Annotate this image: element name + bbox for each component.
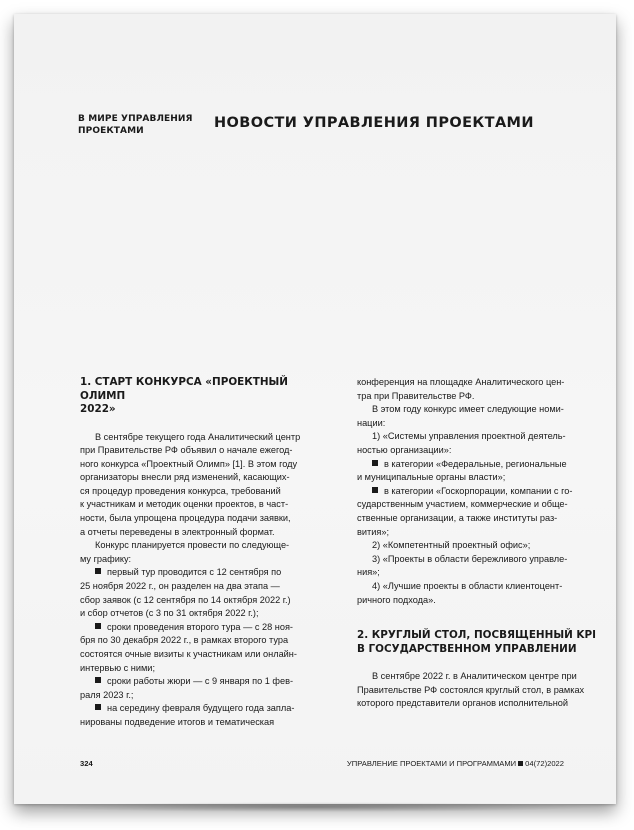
bullet-line [80, 566, 328, 580]
line-text: Конкурс планируется провести по следующе- [95, 540, 290, 551]
text-line [357, 444, 605, 458]
line-text: 2) «Компетентный проектный офис»; [372, 540, 531, 551]
line-text: ричного подхода». [357, 594, 436, 605]
line-text: первый тур проводится с 12 сентября по [107, 567, 282, 578]
line-text: в категории «Госкорпорации, компании с го- [384, 485, 573, 496]
article-text [80, 431, 328, 730]
line-text: интервью с ними; [80, 662, 155, 673]
text-line [357, 403, 605, 417]
text-line [80, 607, 328, 621]
square-bullet-icon [95, 623, 101, 629]
line-text: сроки работы жюри — с 9 января по 1 фев- [107, 676, 294, 687]
line-text: в категории «Федеральные, региональные [384, 458, 567, 469]
line-text: к участникам и методик оценки проектов, в част- [80, 499, 289, 510]
heading-line: 2022» [80, 403, 116, 415]
text-line [80, 526, 328, 540]
text-line [80, 444, 328, 458]
line-text: организаторы внесли ряд изменений, касающих- [80, 472, 290, 483]
line-text: 3) «Проекты в области бережливого управле- [372, 553, 568, 564]
text-line [80, 458, 328, 472]
line-text: и сбор отчетов (с 3 по 31 октября 2022 г.); [80, 608, 259, 619]
journal-page [14, 14, 616, 804]
line-text: В этом году конкурс имеет следующие номи- [372, 404, 564, 415]
text-line [80, 485, 328, 499]
line-text: му графику: [80, 553, 132, 564]
line-text: конференция на площадке Аналитического цен- [357, 377, 565, 387]
square-bullet-icon [95, 704, 101, 710]
text-line [357, 594, 605, 608]
bullet-line [80, 675, 328, 689]
line-text: а отчеты переведены в электронный формат. [80, 526, 275, 537]
line-text: В сентябре 2022 г. в Аналитическом центре при [372, 671, 577, 682]
text-line [80, 512, 328, 526]
line-text: на середину февраля будущего года запла- [107, 703, 295, 714]
section-heading-2 [357, 629, 605, 656]
article-text [357, 670, 605, 711]
section-heading-1 [80, 376, 328, 417]
article-text [357, 376, 605, 607]
page-number: 324 [80, 759, 93, 768]
line-text: раля 2023 г.; [80, 689, 134, 700]
line-text: 1) «Системы управления проектной деятель- [372, 431, 566, 442]
line-text: при Правительстве РФ объявил о начале ежегод- [80, 445, 293, 456]
line-text: вития»; [357, 526, 389, 537]
heading-line: 2. КРУГЛЫЙ СТОЛ, ПОСВЯЩЕННЫЙ KPI [357, 629, 596, 642]
section-label [78, 114, 198, 137]
text-line [80, 648, 328, 662]
left-column [80, 376, 328, 730]
text-line [80, 594, 328, 608]
bullet-line [357, 485, 605, 499]
square-bullet-icon [95, 677, 101, 683]
line-text: тра при Правительстве РФ. [357, 390, 475, 401]
journal-name: УПРАВЛЕНИЕ ПРОЕКТАМИ И ПРОГРАММАМИ [346, 759, 517, 768]
text-line [357, 684, 605, 698]
text-line [80, 716, 328, 730]
line-text: 4) «Лучшие проекты в области клиентоцент- [372, 580, 563, 591]
text-line [80, 539, 328, 553]
line-text: ностью организации»: [357, 444, 452, 455]
journal-footer [347, 759, 564, 768]
section-label-line: ПРОЕКТАМИ [78, 125, 144, 136]
text-line [80, 431, 328, 445]
text-line [357, 670, 605, 684]
square-bullet-icon [95, 568, 101, 574]
section-label-line: В МИРЕ УПРАВЛЕНИЯ [78, 114, 193, 124]
text-line [357, 417, 605, 431]
text-line [80, 580, 328, 594]
line-text: которого представители органов исполнительной [357, 698, 569, 709]
text-line [357, 580, 605, 594]
square-bullet-icon [372, 460, 378, 466]
bullet-line [357, 458, 605, 472]
square-bullet-icon [518, 761, 523, 766]
page-title: НОВОСТИ УПРАВЛЕНИЯ ПРОЕКТАМИ [214, 115, 534, 131]
bullet-line [80, 702, 328, 716]
line-text: сударственным участием, коммерческие и обще- [357, 499, 568, 510]
text-line [357, 539, 605, 553]
right-column [357, 376, 605, 711]
line-text: ственные организации, а также институты раз- [357, 512, 558, 523]
line-text: Правительстве РФ состоялся круглый стол, в рамках [357, 684, 585, 695]
text-line [80, 553, 328, 567]
text-line [80, 634, 328, 648]
text-line [357, 526, 605, 540]
line-text: и муниципальные органы власти»; [357, 472, 506, 483]
text-line [80, 689, 328, 703]
line-text: ности, была упрощена процедура подачи заявки, [80, 513, 291, 524]
line-text: нации: [357, 417, 386, 428]
line-text: ного конкурса «Проектный Олимп» [1]. В этом году [80, 458, 298, 469]
text-line [80, 471, 328, 485]
text-line [357, 697, 605, 711]
text-line [357, 566, 605, 580]
text-line [80, 498, 328, 512]
text-line [357, 390, 605, 404]
square-bullet-icon [372, 487, 378, 493]
line-text: ния»; [357, 567, 380, 578]
heading-line: 1. СТАРТ КОНКУРСА «ПРОЕКТНЫЙ ОЛИМП [80, 376, 288, 402]
line-text: нированы подведение итогов и тематическая [80, 716, 275, 727]
text-line [80, 662, 328, 676]
text-line [357, 376, 605, 390]
line-text: ся процедур проведения конкурса, требований [80, 485, 281, 496]
text-line [357, 553, 605, 567]
line-text: В сентябре текущего года Аналитический центр [95, 431, 301, 442]
line-text: сроки проведения второго тура — с 28 ноя- [107, 621, 293, 632]
text-line [357, 430, 605, 444]
text-line [357, 498, 605, 512]
line-text: бря по 30 декабря 2022 г., в рамках второго тура [80, 635, 289, 646]
line-text: 25 ноября 2022 г., он разделен на два этапа — [80, 581, 280, 592]
text-line [357, 471, 605, 485]
issue-number: 04(72)2022 [525, 759, 564, 768]
heading-line: В ГОСУДАРСТВЕННОМ УПРАВЛЕНИИ [357, 642, 577, 655]
line-text: сбор заявок (с 12 сентября по 14 октября 2022 г.) [80, 594, 291, 605]
bullet-line [80, 621, 328, 635]
text-line [357, 512, 605, 526]
line-text: состоятся очные визиты к участникам или онлайн- [80, 649, 297, 659]
